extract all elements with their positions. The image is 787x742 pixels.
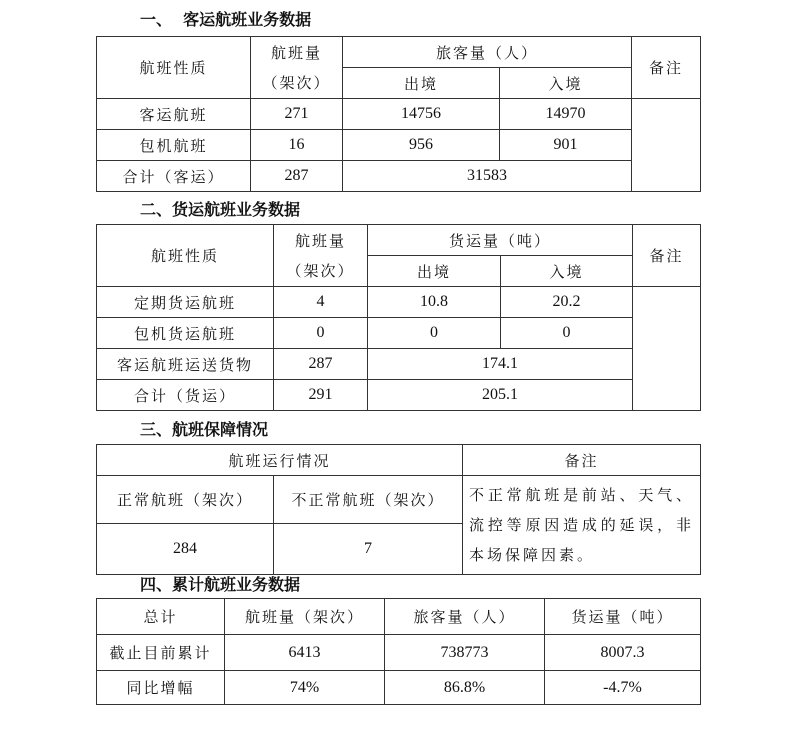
flight-count-cell: 4 bbox=[274, 287, 368, 318]
remarks-cell bbox=[632, 99, 701, 192]
cumulative-passengers: 738773 bbox=[385, 635, 545, 671]
total-label: 合计（客运） bbox=[97, 161, 251, 192]
total-label: 合计（货运） bbox=[97, 380, 274, 411]
flight-count-cell: 0 bbox=[274, 318, 368, 349]
header-outbound: 出境 bbox=[343, 68, 500, 99]
yoy-passengers: 86.8% bbox=[385, 671, 545, 705]
flight-count-cell: 271 bbox=[251, 99, 343, 130]
header-outbound: 出境 bbox=[368, 256, 501, 287]
yoy-flights: 74% bbox=[225, 671, 385, 705]
outbound-cell: 956 bbox=[343, 130, 500, 161]
inbound-cell: 20.2 bbox=[501, 287, 633, 318]
remarks-cell bbox=[633, 287, 701, 411]
header-flight-count bbox=[251, 37, 343, 99]
header-passengers: 旅客量（人） bbox=[385, 599, 545, 635]
section3-heading: 三、航班保障情况 bbox=[140, 420, 269, 439]
row-label: 截止目前累计 bbox=[97, 635, 225, 671]
header-flight-count-line1: 航班量 bbox=[294, 231, 346, 250]
header-inbound: 入境 bbox=[501, 256, 633, 287]
flight-count-cell: 287 bbox=[274, 349, 368, 380]
cargo-flights-table bbox=[96, 224, 701, 411]
header-cargo: 货运量（吨） bbox=[545, 599, 701, 635]
row-label: 客运航班运送货物 bbox=[97, 349, 274, 380]
row-label: 定期货运航班 bbox=[97, 287, 274, 318]
inbound-cell: 14970 bbox=[500, 99, 632, 130]
row-label: 包机货运航班 bbox=[97, 318, 274, 349]
total-cargo: 205.1 bbox=[368, 380, 633, 411]
inbound-cell: 901 bbox=[500, 130, 632, 161]
header-flight-count-line1: 航班量 bbox=[270, 43, 322, 62]
header-flight-nature: 航班性质 bbox=[97, 225, 274, 287]
total-flights: 291 bbox=[274, 380, 368, 411]
table-row bbox=[97, 635, 701, 671]
outbound-cell: 0 bbox=[368, 318, 501, 349]
header-flight-count-line2: （架次） bbox=[286, 261, 355, 280]
section4-heading: 四、累计航班业务数据 bbox=[140, 575, 301, 594]
passenger-flights-table bbox=[96, 36, 701, 192]
header-remarks: 备注 bbox=[633, 225, 701, 287]
table-row bbox=[97, 130, 701, 161]
yoy-cargo: -4.7% bbox=[545, 671, 701, 705]
total-passengers: 31583 bbox=[343, 161, 632, 192]
cargo-cell: 174.1 bbox=[368, 349, 633, 380]
header-flight-nature: 航班性质 bbox=[97, 37, 251, 99]
total-row bbox=[97, 161, 701, 192]
header-flights: 航班量（架次） bbox=[225, 599, 385, 635]
header-abnormal-flights: 不正常航班（架次） bbox=[274, 476, 463, 524]
header-normal-flights: 正常航班（架次） bbox=[97, 476, 274, 524]
row-label: 包机航班 bbox=[97, 130, 251, 161]
header-total: 总计 bbox=[97, 599, 225, 635]
flight-support-table bbox=[96, 444, 701, 575]
cumulative-cargo: 8007.3 bbox=[545, 635, 701, 671]
section1-heading: 一、 客运航班业务数据 bbox=[140, 10, 312, 29]
cumulative-flights: 6413 bbox=[225, 635, 385, 671]
table-row bbox=[97, 287, 701, 318]
outbound-cell: 14756 bbox=[343, 99, 500, 130]
header-cargo-volume: 货运量（吨） bbox=[368, 225, 633, 256]
row-label: 同比增幅 bbox=[97, 671, 225, 705]
cumulative-table bbox=[96, 598, 701, 705]
flight-count-cell: 16 bbox=[251, 130, 343, 161]
header-remarks: 备注 bbox=[463, 445, 701, 476]
table-row bbox=[97, 318, 701, 349]
header-passenger-volume: 旅客量（人） bbox=[343, 37, 632, 68]
section2-heading: 二、货运航班业务数据 bbox=[140, 200, 301, 219]
total-row bbox=[97, 380, 701, 411]
abnormal-flights-value: 7 bbox=[274, 524, 463, 575]
header-inbound: 入境 bbox=[500, 68, 632, 99]
table-row bbox=[97, 99, 701, 130]
remarks-note: 不正常航班是前站、天气、流控等原因造成的延误，非本场保障因素。 bbox=[463, 476, 701, 575]
table-row bbox=[97, 349, 701, 380]
inbound-cell: 0 bbox=[501, 318, 633, 349]
header-operation: 航班运行情况 bbox=[97, 445, 463, 476]
row-label: 客运航班 bbox=[97, 99, 251, 130]
total-flights: 287 bbox=[251, 161, 343, 192]
header-flight-count bbox=[274, 225, 368, 287]
table-row bbox=[97, 671, 701, 705]
outbound-cell: 10.8 bbox=[368, 287, 501, 318]
normal-flights-value: 284 bbox=[97, 524, 274, 575]
header-remarks: 备注 bbox=[632, 37, 701, 99]
header-flight-count-line2: （架次） bbox=[262, 73, 331, 92]
